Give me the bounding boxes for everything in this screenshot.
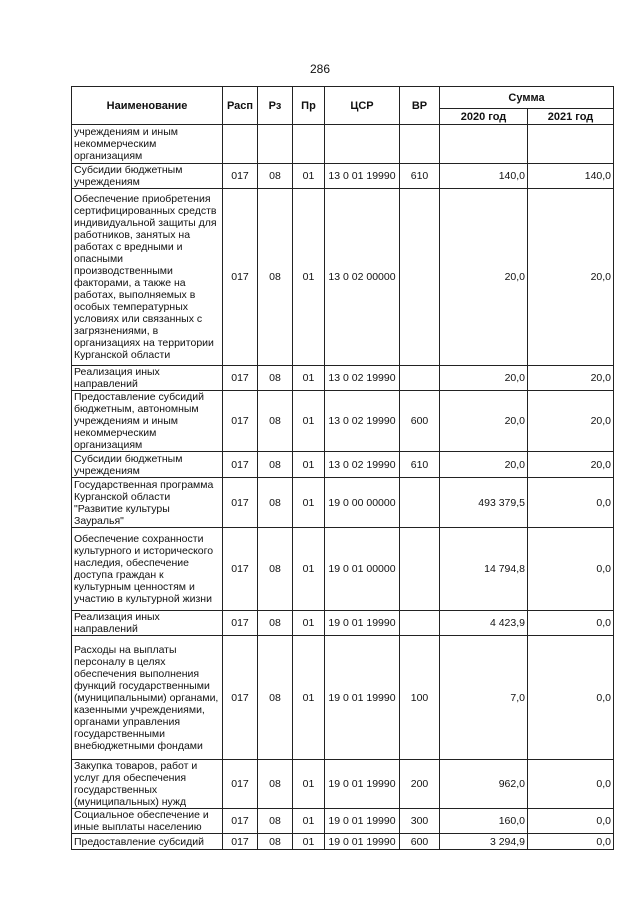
row-name: Реализация иных направлений bbox=[72, 366, 223, 391]
row-sum-2020: 20,0 bbox=[440, 391, 528, 452]
header-pr: Пр bbox=[293, 87, 325, 125]
row-rasp: 017 bbox=[223, 391, 258, 452]
row-rz: 08 bbox=[258, 636, 293, 760]
row-csr: 13 0 02 19990 bbox=[325, 391, 400, 452]
table-row bbox=[72, 528, 614, 611]
row-csr: 19 0 01 19990 bbox=[325, 809, 400, 834]
row-rz bbox=[258, 125, 293, 164]
row-csr: 13 0 02 19990 bbox=[325, 366, 400, 391]
row-rasp bbox=[223, 125, 258, 164]
table-row bbox=[72, 478, 614, 528]
row-sum-2021: 0,0 bbox=[528, 834, 614, 850]
row-pr: 01 bbox=[293, 164, 325, 189]
row-sum-2021 bbox=[528, 125, 614, 164]
row-pr: 01 bbox=[293, 611, 325, 636]
row-pr: 01 bbox=[293, 478, 325, 528]
row-sum-2020: 962,0 bbox=[440, 760, 528, 809]
row-sum-2021: 0,0 bbox=[528, 611, 614, 636]
table-row bbox=[72, 636, 614, 760]
row-sum-2021: 20,0 bbox=[528, 366, 614, 391]
row-pr: 01 bbox=[293, 528, 325, 611]
row-sum-2020: 493 379,5 bbox=[440, 478, 528, 528]
row-rasp: 017 bbox=[223, 189, 258, 366]
table-row bbox=[72, 164, 614, 189]
row-csr bbox=[325, 125, 400, 164]
row-name: Реализация иных направлений bbox=[72, 611, 223, 636]
table-row bbox=[72, 391, 614, 452]
page-number: 286 bbox=[309, 62, 331, 76]
table-row bbox=[72, 452, 614, 478]
row-rz: 08 bbox=[258, 478, 293, 528]
row-pr bbox=[293, 125, 325, 164]
row-rz: 08 bbox=[258, 528, 293, 611]
row-name: Социальное обеспечение и иные выплаты населению bbox=[72, 809, 223, 834]
row-vr: 610 bbox=[400, 164, 440, 189]
row-csr: 19 0 01 19990 bbox=[325, 834, 400, 850]
table-row bbox=[72, 834, 614, 850]
row-pr: 01 bbox=[293, 809, 325, 834]
table-row bbox=[72, 366, 614, 391]
row-sum-2021: 0,0 bbox=[528, 809, 614, 834]
row-sum-2021: 0,0 bbox=[528, 636, 614, 760]
row-rz: 08 bbox=[258, 391, 293, 452]
row-rasp: 017 bbox=[223, 528, 258, 611]
row-csr: 19 0 01 19990 bbox=[325, 636, 400, 760]
row-sum-2021: 0,0 bbox=[528, 760, 614, 809]
row-csr: 19 0 00 00000 bbox=[325, 478, 400, 528]
row-rz: 08 bbox=[258, 834, 293, 850]
row-vr bbox=[400, 478, 440, 528]
row-pr: 01 bbox=[293, 452, 325, 478]
row-rz: 08 bbox=[258, 760, 293, 809]
row-pr: 01 bbox=[293, 366, 325, 391]
row-sum-2020 bbox=[440, 125, 528, 164]
row-vr: 600 bbox=[400, 834, 440, 850]
row-pr: 01 bbox=[293, 760, 325, 809]
row-csr: 13 0 01 19990 bbox=[325, 164, 400, 189]
table-row bbox=[72, 611, 614, 636]
row-sum-2021: 20,0 bbox=[528, 391, 614, 452]
header-2021: 2021 год bbox=[528, 109, 614, 125]
header-csr: ЦСР bbox=[325, 87, 400, 125]
row-sum-2020: 3 294,9 bbox=[440, 834, 528, 850]
row-rasp: 017 bbox=[223, 809, 258, 834]
row-rasp: 017 bbox=[223, 760, 258, 809]
row-rasp: 017 bbox=[223, 611, 258, 636]
row-csr: 19 0 01 19990 bbox=[325, 611, 400, 636]
row-pr: 01 bbox=[293, 189, 325, 366]
row-vr bbox=[400, 189, 440, 366]
row-sum-2020: 14 794,8 bbox=[440, 528, 528, 611]
row-vr bbox=[400, 611, 440, 636]
row-sum-2020: 160,0 bbox=[440, 809, 528, 834]
row-sum-2021: 20,0 bbox=[528, 189, 614, 366]
row-sum-2021: 0,0 bbox=[528, 478, 614, 528]
row-pr: 01 bbox=[293, 391, 325, 452]
row-name: Обеспечение сохранности культурного и исторического наследия, обеспечение доступа граждан к культурным ценностям и участию в культурной жизни bbox=[72, 528, 223, 611]
row-vr: 100 bbox=[400, 636, 440, 760]
budget-table bbox=[71, 86, 614, 850]
row-rasp: 017 bbox=[223, 164, 258, 189]
table-body bbox=[72, 125, 614, 850]
row-rz: 08 bbox=[258, 164, 293, 189]
row-rasp: 017 bbox=[223, 636, 258, 760]
row-name: Субсидии бюджетным учреждениям bbox=[72, 164, 223, 189]
row-sum-2021: 0,0 bbox=[528, 528, 614, 611]
row-sum-2020: 140,0 bbox=[440, 164, 528, 189]
row-name: Предоставление субсидий бюджетным, автономным учреждениям и иным некоммерческим организациям bbox=[72, 391, 223, 452]
row-vr bbox=[400, 528, 440, 611]
header-sum: Сумма bbox=[440, 87, 614, 109]
row-rz: 08 bbox=[258, 809, 293, 834]
header-2020: 2020 год bbox=[440, 109, 528, 125]
row-rasp: 017 bbox=[223, 834, 258, 850]
row-csr: 13 0 02 00000 bbox=[325, 189, 400, 366]
row-csr: 19 0 01 19990 bbox=[325, 760, 400, 809]
row-sum-2020: 7,0 bbox=[440, 636, 528, 760]
row-name: Закупка товаров, работ и услуг для обеспечения государственных (муниципальных) нужд bbox=[72, 760, 223, 809]
row-rz: 08 bbox=[258, 452, 293, 478]
row-name: Субсидии бюджетным учреждениям bbox=[72, 452, 223, 478]
row-vr bbox=[400, 125, 440, 164]
table-row bbox=[72, 189, 614, 366]
row-sum-2020: 4 423,9 bbox=[440, 611, 528, 636]
row-sum-2020: 20,0 bbox=[440, 452, 528, 478]
row-sum-2020: 20,0 bbox=[440, 366, 528, 391]
row-csr: 13 0 02 19990 bbox=[325, 452, 400, 478]
row-rz: 08 bbox=[258, 611, 293, 636]
table-row bbox=[72, 809, 614, 834]
row-rz: 08 bbox=[258, 189, 293, 366]
row-vr: 200 bbox=[400, 760, 440, 809]
row-pr: 01 bbox=[293, 636, 325, 760]
row-vr: 600 bbox=[400, 391, 440, 452]
row-name: учреждениям и иным некоммерческим организациям bbox=[72, 125, 223, 164]
row-sum-2020: 20,0 bbox=[440, 189, 528, 366]
row-name: Расходы на выплаты персоналу в целях обеспечения выполнения функций государственными (муниципальными) органами, казенными учреждениями, органами управления государственными внебюджетными фондами bbox=[72, 636, 223, 760]
table-row bbox=[72, 125, 614, 164]
header-vr: ВР bbox=[400, 87, 440, 125]
header-name: Наименование bbox=[72, 87, 223, 125]
table-row bbox=[72, 760, 614, 809]
row-vr bbox=[400, 366, 440, 391]
row-sum-2021: 140,0 bbox=[528, 164, 614, 189]
row-rasp: 017 bbox=[223, 478, 258, 528]
row-vr: 610 bbox=[400, 452, 440, 478]
row-sum-2021: 20,0 bbox=[528, 452, 614, 478]
row-rasp: 017 bbox=[223, 452, 258, 478]
row-name: Государственная программа Курганской области "Развитие культуры Зауралья" bbox=[72, 478, 223, 528]
header-rz: Рз bbox=[258, 87, 293, 125]
header-rasp: Расп bbox=[223, 87, 258, 125]
row-rasp: 017 bbox=[223, 366, 258, 391]
row-vr: 300 bbox=[400, 809, 440, 834]
row-name: Предоставление субсидий bbox=[72, 834, 223, 850]
table-header bbox=[72, 87, 614, 125]
row-csr: 19 0 01 00000 bbox=[325, 528, 400, 611]
row-pr: 01 bbox=[293, 834, 325, 850]
row-name: Обеспечение приобретения сертифицированных средств индивидуальной защиты для работников, занятых на работах с вредными и опасными производственными факторами, а также на работах, выполняемых в особых температурных условиях или связанных с загрязнениями, в организациях на территории Курганской области bbox=[72, 189, 223, 366]
row-rz: 08 bbox=[258, 366, 293, 391]
